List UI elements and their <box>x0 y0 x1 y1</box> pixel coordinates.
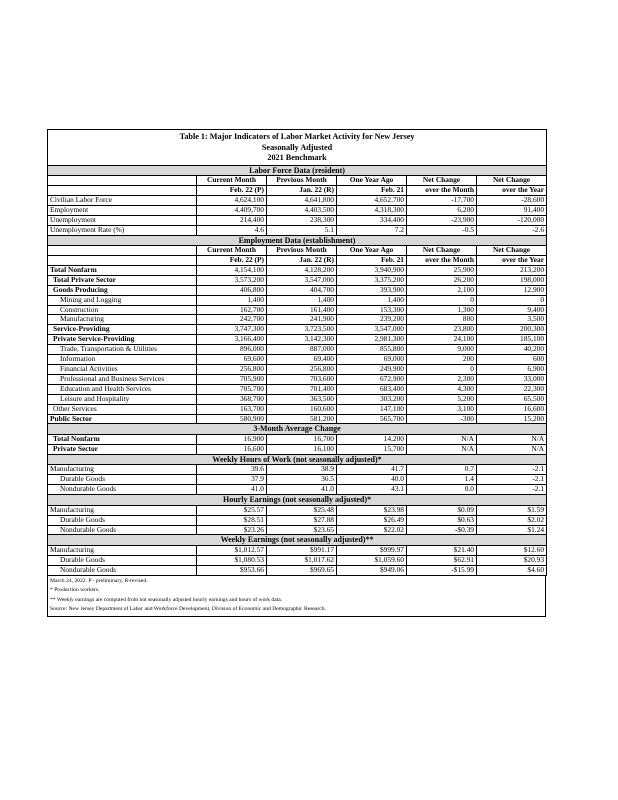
row-value: 69,400 <box>267 355 337 365</box>
row-value: 3,747,300 <box>197 325 267 335</box>
row-label: Leisure and Hospitality <box>48 394 197 404</box>
table-body <box>48 130 547 576</box>
row-value: 15,700 <box>337 444 407 454</box>
table-row <box>48 444 547 454</box>
table-row <box>48 465 547 475</box>
table-row <box>48 475 547 485</box>
table-row <box>48 515 547 525</box>
column-header-blank <box>48 186 197 196</box>
row-label: Unemployment <box>48 215 197 225</box>
row-value: 16,600 <box>197 444 267 454</box>
row-value: 91,400 <box>477 205 547 215</box>
row-label: Private Service-Providing <box>48 335 197 345</box>
row-value: 800 <box>407 315 477 325</box>
table-row <box>48 305 547 315</box>
row-value: 0.0 <box>407 485 477 495</box>
row-value: $12.60 <box>477 546 547 556</box>
row-value: 213,200 <box>477 265 547 275</box>
row-value: $969.65 <box>267 565 337 575</box>
section-title: Weekly Earnings (not seasonally adjusted)** <box>48 535 547 546</box>
row-value: 3,375,200 <box>337 275 407 285</box>
table-row <box>48 525 547 535</box>
row-label: Private Sector <box>48 444 197 454</box>
row-label: Mining and Logging <box>48 295 197 305</box>
row-value: $62.91 <box>407 555 477 565</box>
title-line-2: Seasonally Adjusted <box>261 142 333 152</box>
table-row <box>48 195 547 205</box>
column-header-row <box>48 186 547 196</box>
row-value: 4,154,100 <box>197 265 267 275</box>
row-label: Total Nonfarm <box>48 435 197 445</box>
row-value: 43.1 <box>337 485 407 495</box>
row-value: 3,547,000 <box>267 275 337 285</box>
title-line-1: Table 1: Major Indicators of Labor Market Activity for New Jersey <box>179 132 415 141</box>
row-value: N/A <box>407 435 477 445</box>
row-value: 238,300 <box>267 215 337 225</box>
row-value: 36.5 <box>267 475 337 485</box>
row-value: $27.88 <box>267 515 337 525</box>
labor-indicators-table <box>47 129 547 576</box>
row-value: 0 <box>477 295 547 305</box>
row-value: 1,400 <box>197 295 267 305</box>
table-row <box>48 205 547 215</box>
row-label: Construction <box>48 305 197 315</box>
row-value: 256,800 <box>197 365 267 375</box>
row-value: 406,800 <box>197 285 267 295</box>
row-value: 600 <box>477 355 547 365</box>
row-value: $25.57 <box>197 505 267 515</box>
table-row <box>48 355 547 365</box>
row-value: $25.48 <box>267 505 337 515</box>
column-header: over the Month <box>407 256 477 266</box>
row-value: 3,573,200 <box>197 275 267 285</box>
row-value: $1.59 <box>477 505 547 515</box>
row-value: 5.1 <box>267 225 337 235</box>
row-value: 9,000 <box>407 345 477 355</box>
row-value: $1,017.62 <box>267 555 337 565</box>
row-value: 0.7 <box>407 465 477 475</box>
labor-market-table-document <box>47 129 546 617</box>
column-header: Previous Month <box>267 176 337 186</box>
row-value: 4,652,700 <box>337 195 407 205</box>
table-row <box>48 404 547 414</box>
row-value: 69,000 <box>337 355 407 365</box>
row-value: 896,000 <box>197 345 267 355</box>
row-value: $1.24 <box>477 525 547 535</box>
column-header-blank <box>48 256 197 266</box>
column-header-blank <box>48 176 197 186</box>
row-value: 41.0 <box>197 485 267 495</box>
row-value: $20.93 <box>477 555 547 565</box>
row-value: 23,800 <box>407 325 477 335</box>
footnote-release-date: March 24, 2022. P - preliminary, R-revised. <box>50 577 148 584</box>
row-value: 368,700 <box>197 394 267 404</box>
row-value: 4,624,100 <box>197 195 267 205</box>
row-value: N/A <box>477 435 547 445</box>
row-value: 363,500 <box>267 394 337 404</box>
row-value: 16,900 <box>197 435 267 445</box>
section-title: 3-Month Average Change <box>48 424 547 435</box>
row-value: 200 <box>407 355 477 365</box>
table-row <box>48 414 547 424</box>
title-row <box>48 130 547 166</box>
row-value: $1,059.60 <box>337 555 407 565</box>
row-value: -28,600 <box>477 195 547 205</box>
row-value: 16,100 <box>267 444 337 454</box>
row-value: -120,000 <box>477 215 547 225</box>
row-value: 5,200 <box>407 394 477 404</box>
column-header: over the Month <box>407 186 477 196</box>
row-label: Public Sector <box>48 414 197 424</box>
section-header-row <box>48 235 547 246</box>
row-value: 15,200 <box>477 414 547 424</box>
row-value: 12,900 <box>477 285 547 295</box>
row-value: 37.9 <box>197 475 267 485</box>
column-header: Current Month <box>197 176 267 186</box>
row-label: Other Services <box>48 404 197 414</box>
row-value: 0 <box>407 365 477 375</box>
row-value: 6,900 <box>477 365 547 375</box>
row-label: Total Private Sector <box>48 275 197 285</box>
column-header: Feb. 22 (P) <box>197 256 267 266</box>
row-value: 39.6 <box>197 465 267 475</box>
column-header: Net Change <box>407 176 477 186</box>
row-value: 200,300 <box>477 325 547 335</box>
row-value: -17,700 <box>407 195 477 205</box>
table-row <box>48 374 547 384</box>
row-value: 256,800 <box>267 365 337 375</box>
row-value: $26.49 <box>337 515 407 525</box>
row-value: $1,012.57 <box>197 546 267 556</box>
row-value: 404,700 <box>267 285 337 295</box>
section-title: Hourly Earnings (not seasonally adjusted)* <box>48 495 547 506</box>
row-value: 1,300 <box>407 305 477 315</box>
row-value: -23,900 <box>407 215 477 225</box>
row-value: -300 <box>407 414 477 424</box>
column-header: Current Month <box>197 246 267 256</box>
column-header: One Year Ago <box>337 246 407 256</box>
table-row <box>48 325 547 335</box>
column-header: Feb. 21 <box>337 186 407 196</box>
row-value: 1.4 <box>407 475 477 485</box>
section-header-row <box>48 495 547 506</box>
row-value: 3,547,000 <box>337 325 407 335</box>
table-row <box>48 215 547 225</box>
row-value: 683,400 <box>337 384 407 394</box>
row-value: $2.02 <box>477 515 547 525</box>
row-value: 4,300 <box>407 384 477 394</box>
table-row <box>48 275 547 285</box>
row-value: 580,900 <box>197 414 267 424</box>
row-value: 4,403,500 <box>267 205 337 215</box>
row-value: 162,700 <box>197 305 267 315</box>
footnote-weekly-earnings: ** Weekly earnings are computed from not seasonally adjusted hourly earnings and hours of work data. <box>50 596 283 603</box>
row-value: 214,400 <box>197 215 267 225</box>
row-value: 2,300 <box>407 374 477 384</box>
table-row <box>48 345 547 355</box>
row-value: 153,300 <box>337 305 407 315</box>
row-label: Durable Goods <box>48 515 197 525</box>
table-row <box>48 315 547 325</box>
row-value: 887,000 <box>267 345 337 355</box>
row-label: Professional and Business Services <box>48 374 197 384</box>
row-value: 33,000 <box>477 374 547 384</box>
row-label: Manufacturing <box>48 505 197 515</box>
row-value: 2,981,300 <box>337 335 407 345</box>
table-row <box>48 225 547 235</box>
section-header-row <box>48 424 547 435</box>
table-title <box>48 130 547 166</box>
column-header: Feb. 22 (P) <box>197 186 267 196</box>
row-value: $23.26 <box>197 525 267 535</box>
row-value: $4.60 <box>477 565 547 575</box>
row-value: 4,128,200 <box>267 265 337 275</box>
footnotes <box>47 576 546 618</box>
column-header: One Year Ago <box>337 176 407 186</box>
row-value: 705,900 <box>197 374 267 384</box>
table-row <box>48 565 547 575</box>
column-header-row <box>48 256 547 266</box>
row-value: $953.66 <box>197 565 267 575</box>
row-value: $949.06 <box>337 565 407 575</box>
row-label: Civilian Labor Force <box>48 195 197 205</box>
row-value: $28.51 <box>197 515 267 525</box>
row-value: 160,600 <box>267 404 337 414</box>
row-value: 38.9 <box>267 465 337 475</box>
column-header: over the Year <box>477 256 547 266</box>
table-row <box>48 265 547 275</box>
column-header: Jan. 22 (R) <box>267 186 337 196</box>
row-label: Goods Producing <box>48 285 197 295</box>
row-label: Manufacturing <box>48 315 197 325</box>
row-value: 581,200 <box>267 414 337 424</box>
row-value: 2,100 <box>407 285 477 295</box>
row-label: Nondurable Goods <box>48 485 197 495</box>
table-row <box>48 485 547 495</box>
row-label: Financial Activities <box>48 365 197 375</box>
table-row <box>48 435 547 445</box>
row-value: 22,300 <box>477 384 547 394</box>
row-label: Total Nonfarm <box>48 265 197 275</box>
row-value: 14,200 <box>337 435 407 445</box>
row-value: 242,700 <box>197 315 267 325</box>
row-value: 198,000 <box>477 275 547 285</box>
row-value: 239,200 <box>337 315 407 325</box>
row-value: 161,400 <box>267 305 337 315</box>
row-value: 3,142,300 <box>267 335 337 345</box>
table-row <box>48 285 547 295</box>
row-value: 334,400 <box>337 215 407 225</box>
section-title: Weekly Hours of Work (not seasonally adjusted)* <box>48 454 547 465</box>
row-label: Trade, Transportation & Utilities <box>48 345 197 355</box>
row-value: $21.40 <box>407 546 477 556</box>
row-value: 3,723,500 <box>267 325 337 335</box>
row-label: Manufacturing <box>48 546 197 556</box>
row-value: 147,100 <box>337 404 407 414</box>
footnote-production-workers: * Production workers. <box>50 587 100 594</box>
table-row <box>48 295 547 305</box>
row-label: Employment <box>48 205 197 215</box>
row-value: -$15.99 <box>407 565 477 575</box>
table-row <box>48 505 547 515</box>
row-value: 65,500 <box>477 394 547 404</box>
row-value: $23.65 <box>267 525 337 535</box>
column-header: Net Change <box>477 176 547 186</box>
row-value: 672,900 <box>337 374 407 384</box>
row-value: 3,500 <box>477 315 547 325</box>
column-header: Feb. 21 <box>337 256 407 266</box>
row-value: 701,400 <box>267 384 337 394</box>
row-value: 41.7 <box>337 465 407 475</box>
row-value: 185,100 <box>477 335 547 345</box>
row-value: 705,700 <box>197 384 267 394</box>
row-label: Education and Health Services <box>48 384 197 394</box>
row-value: 16,600 <box>477 404 547 414</box>
row-value: 163,700 <box>197 404 267 414</box>
row-value: 703,600 <box>267 374 337 384</box>
row-label: Nondurable Goods <box>48 525 197 535</box>
column-header: Net Change <box>407 246 477 256</box>
row-value: 9,400 <box>477 305 547 315</box>
row-value: 3,166,400 <box>197 335 267 345</box>
row-value: N/A <box>477 444 547 454</box>
title-line-3: 2021 Benchmark <box>267 153 327 162</box>
row-value: 16,700 <box>267 435 337 445</box>
row-value: $991.17 <box>267 546 337 556</box>
row-value: 40,200 <box>477 345 547 355</box>
row-value: -0.5 <box>407 225 477 235</box>
row-value: 1,400 <box>337 295 407 305</box>
column-header-row <box>48 246 547 256</box>
row-value: 241,900 <box>267 315 337 325</box>
row-label: Durable Goods <box>48 475 197 485</box>
table-row <box>48 555 547 565</box>
row-label: Durable Goods <box>48 555 197 565</box>
section-header-row <box>48 454 547 465</box>
table-row <box>48 365 547 375</box>
column-header: Jan. 22 (R) <box>267 256 337 266</box>
column-header: Net Change <box>477 246 547 256</box>
row-value: $0.09 <box>407 505 477 515</box>
row-value: -2.6 <box>477 225 547 235</box>
row-value: 1,400 <box>267 295 337 305</box>
section-header-row <box>48 535 547 546</box>
column-header-row <box>48 176 547 186</box>
row-label: Nondurable Goods <box>48 565 197 575</box>
row-value: 565,700 <box>337 414 407 424</box>
row-value: 40.0 <box>337 475 407 485</box>
row-value: 3,100 <box>407 404 477 414</box>
row-value: 855,800 <box>337 345 407 355</box>
row-value: 69,600 <box>197 355 267 365</box>
row-value: $999.97 <box>337 546 407 556</box>
section-header-row <box>48 165 547 176</box>
row-value: -$0.39 <box>407 525 477 535</box>
section-title: Labor Force Data (resident) <box>48 165 547 176</box>
row-value: 249,900 <box>337 365 407 375</box>
row-value: 393,900 <box>337 285 407 295</box>
table-row <box>48 335 547 345</box>
row-value: 4.6 <box>197 225 267 235</box>
row-value: 4,641,800 <box>267 195 337 205</box>
row-value: $23.98 <box>337 505 407 515</box>
row-value: -2.1 <box>477 475 547 485</box>
table-row <box>48 546 547 556</box>
row-value: 0 <box>407 295 477 305</box>
row-value: 303,200 <box>337 394 407 404</box>
footnote-source: Source: New Jersey Department of Labor and Workforce Development, Division of Economic and Demographic Research. <box>50 606 326 612</box>
row-value: 25,900 <box>407 265 477 275</box>
column-header-blank <box>48 246 197 256</box>
row-label: Service-Providing <box>48 325 197 335</box>
row-value: 4,409,700 <box>197 205 267 215</box>
row-value: $22.02 <box>337 525 407 535</box>
row-label: Unemployment Rate (%) <box>48 225 197 235</box>
row-value: 4,318,300 <box>337 205 407 215</box>
section-title: Employment Data (establishment) <box>48 235 547 246</box>
row-value: -2.1 <box>477 485 547 495</box>
row-value: 41.0 <box>267 485 337 495</box>
row-value: 3,940,900 <box>337 265 407 275</box>
column-header: over the Year <box>477 186 547 196</box>
row-value: 26,200 <box>407 275 477 285</box>
row-value: 7.2 <box>337 225 407 235</box>
row-value: 24,100 <box>407 335 477 345</box>
row-value: -2.1 <box>477 465 547 475</box>
table-row <box>48 384 547 394</box>
table-row <box>48 394 547 404</box>
row-value: N/A <box>407 444 477 454</box>
row-value: $1,080.53 <box>197 555 267 565</box>
column-header: Previous Month <box>267 246 337 256</box>
row-label: Manufacturing <box>48 465 197 475</box>
row-value: 6,200 <box>407 205 477 215</box>
row-label: Information <box>48 355 197 365</box>
row-value: $0.63 <box>407 515 477 525</box>
